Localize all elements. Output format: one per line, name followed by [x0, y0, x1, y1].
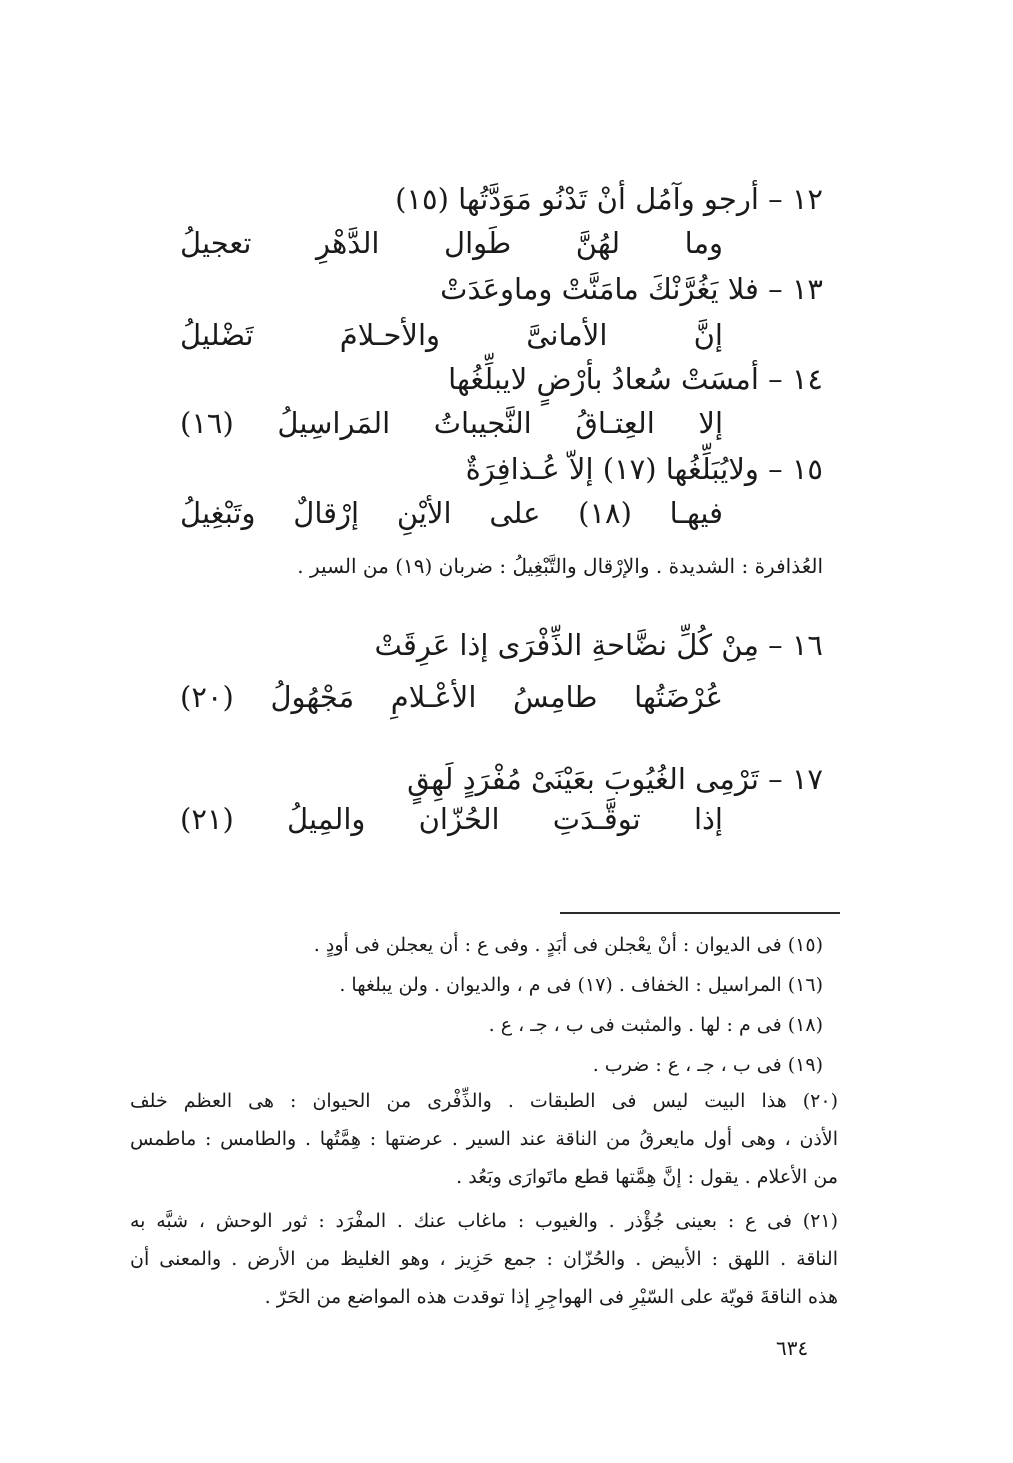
verse-13-second-hemistich: إنَّ الأمانىَّ والأحـلامَ تَضْليلُ [180, 318, 723, 352]
footnote-20-line-2: الأذن ، وهى أول مايعرقُ من الناقة عند السير . عرضتها : هِمَّتُها . والطامس : ماطمس [130, 1128, 838, 1150]
verse-12-first-hemistich: ١٢ – أرجو وآمُل أنْ تَدْنُو مَوَدَّتُها (١٥) [395, 182, 823, 216]
verse-17-first-hemistich: ١٧ – تَرْمِى الغُيُوبَ بعَيْنَىْ مُفْرَدٍ لَهِقٍ [407, 762, 823, 796]
footnote-15: (١٥) فى الديوان : أنْ يعْجلن فى أبَدٍ . وفى ع : أن يعجلن فى أودٍ . [313, 934, 823, 956]
footnote-21-line-3: هذه الناقةَ قويّة على السّيْرِ فى الهواجِرِ إذا توقدت هذه المواضع من الحَرّ . [264, 1286, 838, 1308]
verse-14-first-hemistich: ١٤ – أمسَتْ سُعادُ بأرْضٍ لايبلِّغُها [448, 362, 823, 396]
page-number: ٦٣٤ [776, 1336, 809, 1360]
footnote-21-line-1: (٢١) فى ع : بعينى جُؤْذر . والغيوب : ماغاب عنك . المفْرَد : ثور الوحش ، شبَّه به [130, 1210, 838, 1232]
verse-15-second-hemistich: فيهـا (١٨) على الأيْنِ إرْقالٌ وتَبْغِيلُ [180, 496, 723, 530]
footnote-18: (١٨) فى م : لها . والمثبت فى ب ، جـ ، ع . [488, 1014, 823, 1036]
verse-17-second-hemistich: إذا توقَّـدَتِ الحُزّان والمِيلُ (٢١) [180, 802, 723, 836]
footnote-20-line-3: من الأعلام . يقول : إنَّ هِمَّتها قطع ماتَوارَى وبَعُد . [456, 1166, 838, 1188]
footnote-20-line-1: (٢٠) هذا البيت ليس فى الطبقات . والذِّفْرى من الحيوان : هى العظم خلف [130, 1090, 838, 1112]
verse-14-second-hemistich: إلا العِتـاقُ النَّجيباتُ المَراسِيلُ (١٦) [180, 406, 723, 440]
verse-15-first-hemistich: ١٥ – ولايُبَلِّغُها (١٧) إلاّ عُـذافِرَةٌ [465, 452, 823, 486]
verse-12-second-hemistich: وما لهُنَّ طَوال الدَّهْرِ تعجيلُ [180, 226, 723, 260]
footnote-21-line-2: الناقة . اللهق : الأبيض . والحُزّان : جمع حَزِيز ، وهو الغليظ من الأرض . والمعنى أن [130, 1248, 838, 1270]
gloss-note: العُذافرة : الشديدة . والإرْقال والتَّبْغِيلُ : ضربان (١٩) من السير . [297, 554, 823, 578]
verse-16-second-hemistich: عُرْضَتُها طامِسُ الأعْـلامِ مَجْهُولُ (٢٠) [180, 680, 723, 714]
footnote-separator [560, 912, 840, 914]
footnote-16-17: (١٦) المراسيل : الخفاف . (١٧) فى م ، والديوان . ولن يبلغها . [339, 974, 823, 996]
verse-16-first-hemistich: ١٦ – مِنْ كُلِّ نضَّاحةِ الذِّفْرَى إذا عَرِقَتْ [374, 628, 823, 662]
verse-13-first-hemistich: ١٣ – فلا يَغُرَّنْكَ مامَنَّتْ وماوعَدَتْ [440, 272, 823, 306]
footnote-19: (١٩) فى ب ، جـ ، ع : ضرب . [592, 1054, 823, 1076]
